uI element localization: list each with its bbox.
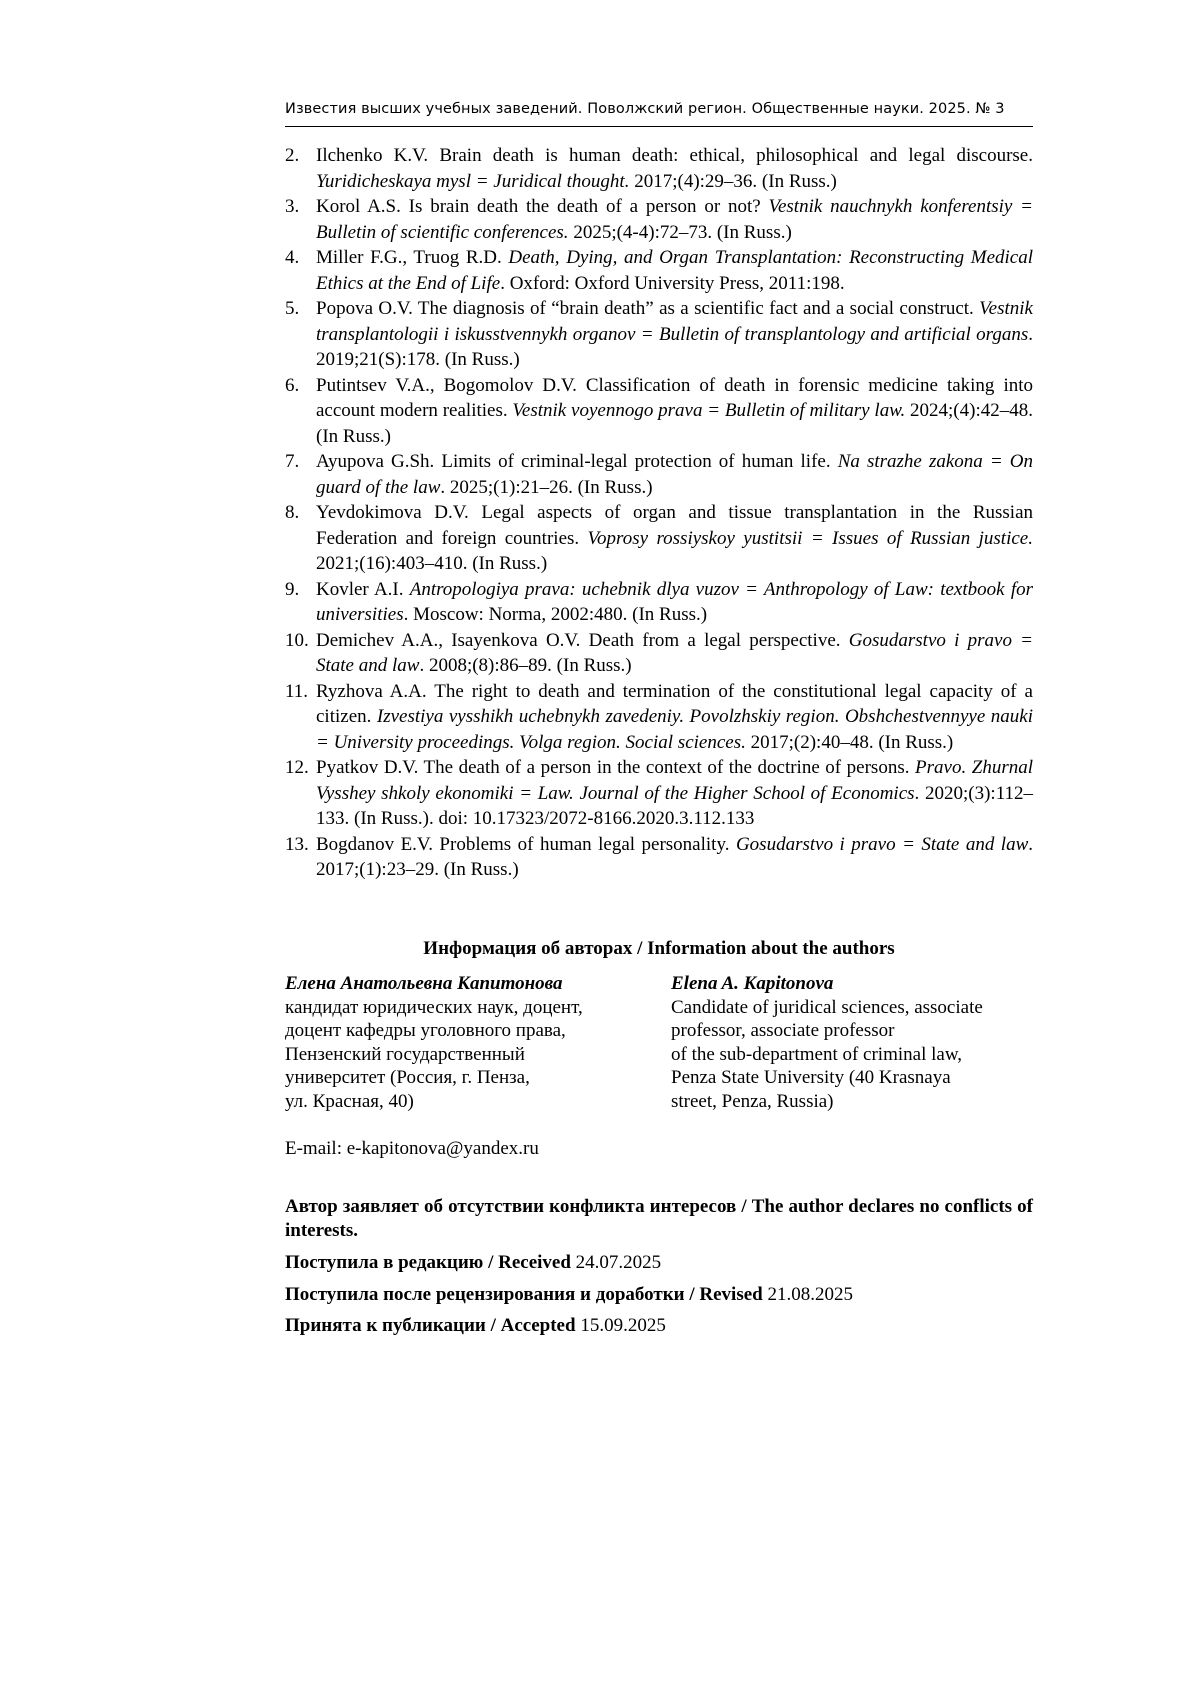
author-email[interactable]: E-mail: e-kapitonova@yandex.ru — [285, 1138, 539, 1159]
reference-text: . Oxford: Oxford University Press, 2011:198. — [500, 272, 845, 294]
reference-item — [285, 832, 1033, 883]
reference-source: Antropologiya prava: uchebnik dlya vuzov = Anthropology of Law: textbook for universities — [316, 578, 1033, 625]
reference-item — [285, 628, 1033, 679]
author-affiliation-line: университет (Россия, г. Пенза, — [285, 1067, 530, 1088]
reference-text: Miller F.G., Truog R.D. — [316, 247, 509, 268]
running-header: Известия высших учебных заведений. Поволжский регион. Общественные науки. 2025. № 3 — [285, 101, 1005, 117]
author-affiliation-line: кандидат юридических наук, доцент, — [285, 996, 583, 1018]
reference-source: Yuridicheskaya mysl = Juridical thought. — [316, 170, 630, 192]
references-list — [285, 143, 1033, 883]
reference-text: 2025;(4-4):72–73. (In Russ.) — [568, 221, 792, 243]
reference-text: 2017;(4):29–36. (In Russ.) — [629, 170, 837, 192]
reference-text: . 2025;(1):21–26. (In Russ.) — [440, 476, 653, 498]
reference-number: 12. — [285, 757, 309, 778]
reference-number: 3. — [285, 196, 300, 217]
reference-number: 2. — [285, 145, 300, 166]
reference-text: . 2017;(1):23–29. (In Russ.) — [316, 833, 1033, 880]
reference-text: Korol A.S. Is brain death the death of a person or not? — [316, 196, 769, 217]
accepted-date: 15.09.2025 — [580, 1315, 666, 1336]
reference-item — [285, 679, 1033, 756]
reference-text: Pyatkov D.V. The death of a person in the context of the doctrine of persons. — [316, 757, 916, 778]
reference-number: 8. — [285, 502, 300, 523]
reference-number: 4. — [285, 247, 300, 268]
reference-text: 2021;(16):403–410. (In Russ.) — [316, 553, 548, 574]
reference-item — [285, 577, 1033, 628]
reference-number: 9. — [285, 578, 300, 600]
author-affiliation-line: Penza State University (40 Krasnaya — [671, 1067, 951, 1088]
reference-source: Gosudarstvo i pravo = State and law — [735, 833, 1029, 855]
reference-text: Ayupova G.Sh. Limits of criminal-legal protection of human life. — [316, 451, 838, 472]
reference-item — [285, 245, 1033, 296]
received-label: Поступила в редакцию / Received — [285, 1252, 571, 1273]
revised-line — [285, 1283, 1033, 1307]
reference-source: Death, Dying, and Organ Transplantation: Reconstructing Medical Ethics at the End of Life — [316, 247, 1033, 294]
reference-number: 5. — [285, 298, 300, 319]
reference-text: Bogdanov E.V. Problems of human legal personality. — [316, 833, 736, 855]
reference-source: Vestnik voyennogo prava = Bulletin of military law. — [512, 400, 906, 421]
reference-text: Yevdokimova D.V. Legal aspects of organ and tissue transplantation in the Russian Federation and foreign countries. — [316, 502, 1033, 549]
reference-number: 6. — [285, 374, 300, 396]
reference-item — [285, 296, 1033, 373]
conflict-statement: Автор заявляет об отсутствии конфликта интересов / The author declares no conflicts of interests. — [285, 1196, 1033, 1241]
reference-text: Kovler A.I. — [316, 578, 410, 600]
author-affiliation-line: доцент кафедры уголовного права, — [285, 1020, 566, 1041]
reference-text: . 2020;(3):112–133. (In Russ.). doi: 10.17323/2072-8166.2020.3.112.133 — [316, 782, 1033, 829]
reference-source: Vestnik nauchnykh konferentsiy = Bulletin of scientific conferences. — [316, 196, 1033, 243]
reference-text: 2024;(4):42–48. (In Russ.) — [316, 400, 1033, 447]
reference-source: Vestnik transplantologii i iskusstvennykh organov = Bulletin of transplantology and artificial organs — [316, 298, 1033, 345]
reference-number: 13. — [285, 833, 309, 855]
reference-text: Putintsev V.A., Bogomolov D.V. Classification of death in forensic medicine taking into account modern realities. — [316, 374, 1033, 421]
author-affiliation-line: professor, associate professor — [671, 1020, 895, 1041]
reference-text: Popova O.V. The diagnosis of “brain death” as a scientific fact and a social construct. — [316, 298, 980, 319]
author-info-ru — [285, 972, 645, 1113]
reference-number: 7. — [285, 451, 300, 472]
author-info-en — [671, 972, 1033, 1113]
accepted-line — [285, 1314, 1033, 1338]
reference-text: Demichev A.A., Isayenkova O.V. Death from a legal perspective. — [316, 629, 849, 651]
author-affiliation-line: Candidate of juridical sciences, associate — [671, 996, 983, 1018]
author-affiliation-line: ул. Красная, 40) — [285, 1090, 414, 1112]
reference-item — [285, 500, 1033, 577]
reference-item — [285, 755, 1033, 832]
revised-date: 21.08.2025 — [767, 1283, 853, 1305]
received-date: 24.07.2025 — [575, 1252, 662, 1273]
author-affiliation-line: of the sub-department of criminal law, — [671, 1043, 963, 1065]
author-affiliation-line: street, Penza, Russia) — [671, 1090, 834, 1112]
received-line — [285, 1251, 1033, 1275]
reference-text: . Moscow: Norma, 2002:480. (In Russ.) — [403, 604, 708, 625]
header-rule — [285, 126, 1033, 127]
authors-heading: Информация об авторах / Information about the authors — [423, 938, 895, 959]
reference-text: . 2008;(8):86–89. (In Russ.) — [419, 655, 632, 676]
reference-source: Izvestiya vysshikh uchebnykh zavedeniy. Povolzhskiy region. Obshchestvennyye nauki = University proceedings. Volga region. Social sciences. — [316, 706, 1033, 753]
reference-source: Gosudarstvo i pravo = State and law — [316, 629, 1034, 676]
reference-source: Voprosy rossiyskoy yustitsii = Issues of Russian justice. — [587, 527, 1033, 549]
reference-item — [285, 143, 1033, 194]
reference-text: Ryzhova A.A. The right to death and termination of the constitutional legal capacity of a citizen. — [316, 680, 1033, 727]
reference-text: . 2019;21(S):178. (In Russ.) — [316, 323, 1033, 370]
author-name-ru: Елена Анатольевна Капитонова — [285, 973, 563, 994]
reference-source: Pravo. Zhurnal Vysshey shkoly ekonomiki = Law. Journal of the Higher School of Economics — [316, 757, 1033, 804]
reference-item — [285, 449, 1033, 500]
author-name-en: Elena A. Kapitonova — [671, 973, 834, 994]
revised-label: Поступила после рецензирования и доработки / Revised — [285, 1283, 763, 1305]
reference-text: Ilchenko K.V. Brain death is human death: ethical, philosophical and legal discourse. — [316, 145, 1033, 166]
declarations — [285, 1195, 1033, 1346]
reference-number: 10. — [285, 629, 309, 651]
reference-item — [285, 373, 1033, 450]
reference-item — [285, 194, 1033, 245]
reference-source: Na strazhe zakona = On guard of the law — [316, 451, 1033, 498]
reference-text: 2017;(2):40–48. (In Russ.) — [745, 731, 954, 753]
author-affiliation-line: Пензенский государственный — [285, 1043, 525, 1065]
reference-number: 11. — [285, 680, 309, 702]
accepted-label: Принята к публикации / Accepted — [285, 1315, 576, 1336]
